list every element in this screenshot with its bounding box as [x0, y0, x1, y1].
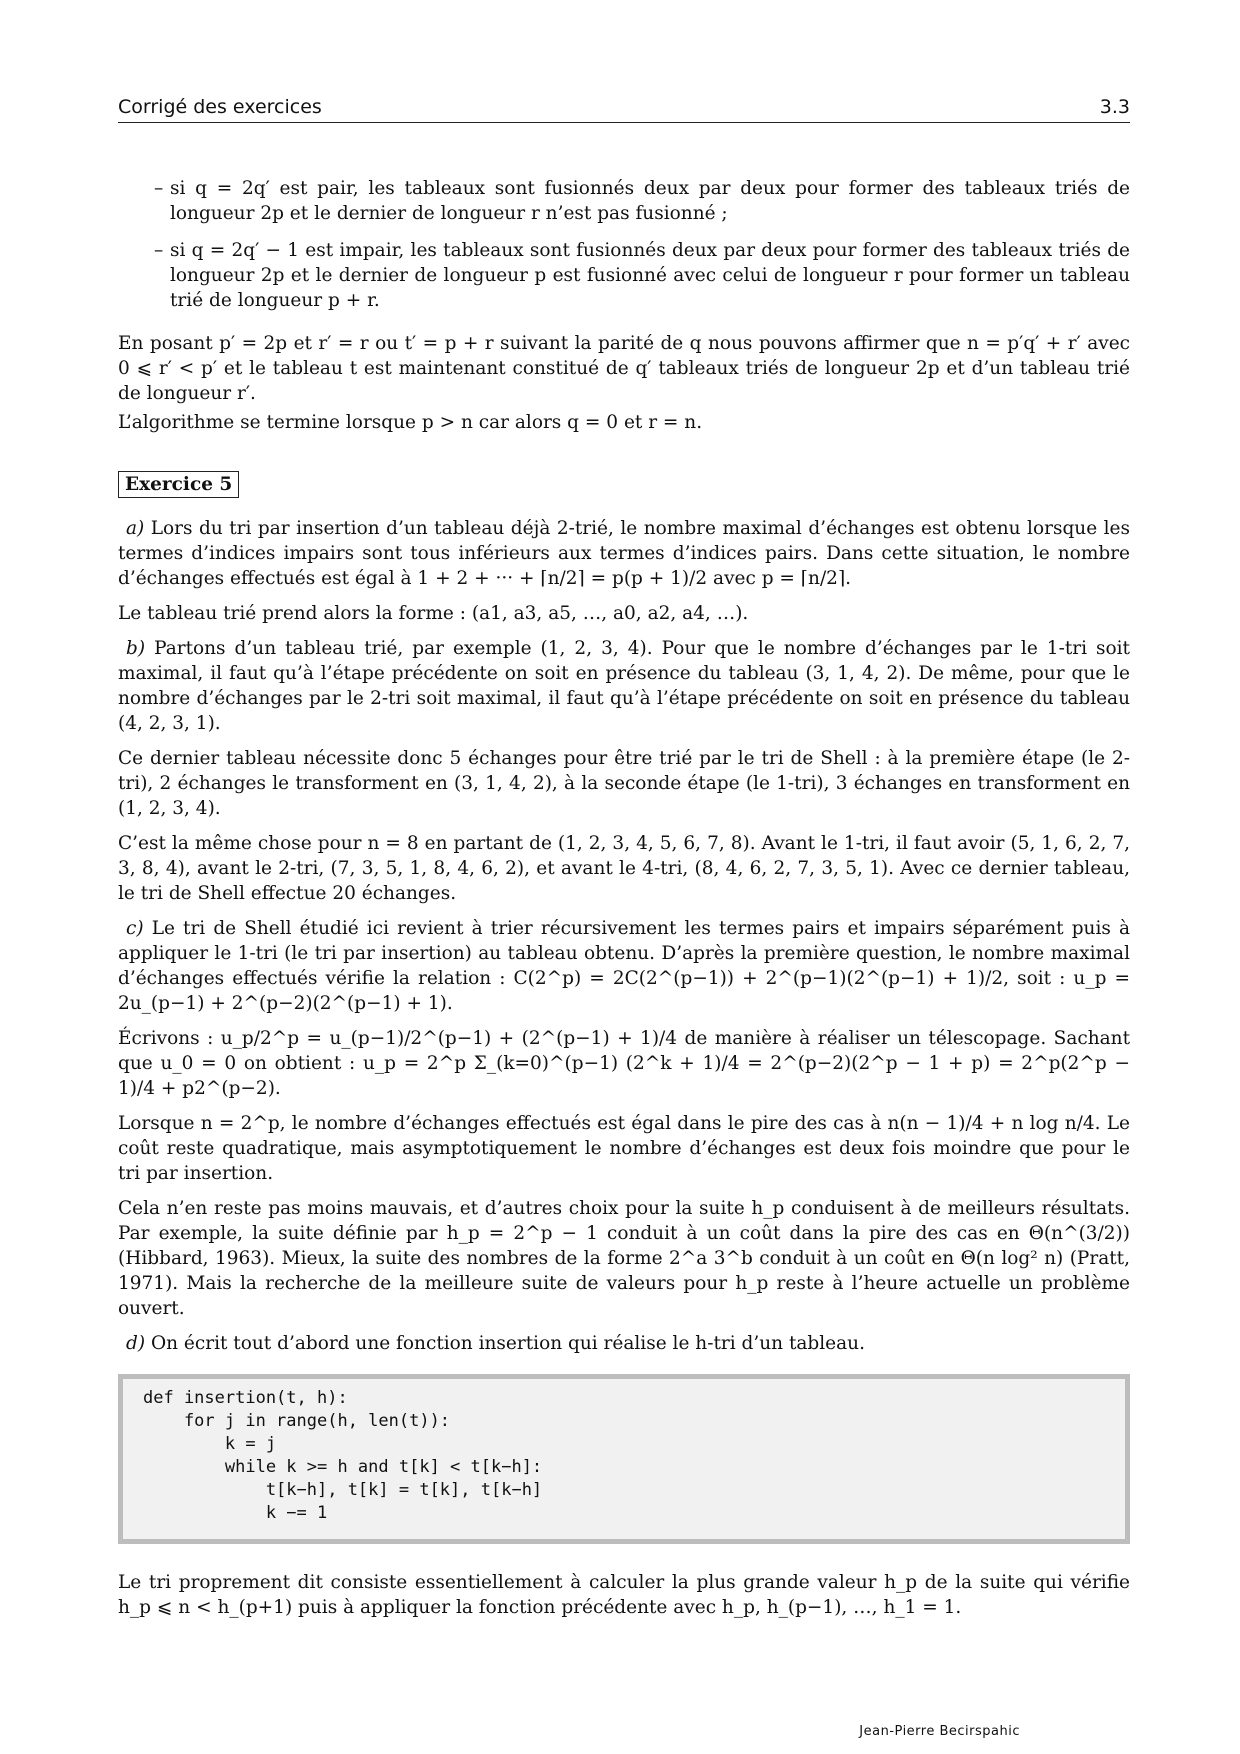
list-item-text: si q = 2q′ − 1 est impair, les tableaux sont fusionnés deux par deux pour former des tableaux triés de longueur 2p et le dernier de longueur p est fusionné avec celui de longueur r pour former un tableau trié de longueur p + r. — [170, 240, 1130, 311]
paragraph: En posant p′ = 2p et r′ = r ou t′ = p + r suivant la parité de q nous pouvons affirmer que n = p′q′ + r′ avec 0 ⩽ r′ < p′ et le tableau t est maintenant constitué de q′ tableaux triés de longueur 2p et d’un tableau trié de longueur r′. — [118, 333, 1130, 404]
code-block — [118, 1374, 1130, 1544]
page-header — [118, 96, 1130, 123]
question-label: d) — [126, 1333, 146, 1354]
paragraph: Le tri de Shell étudié ici revient à trier récursivement les termes pairs et impairs séparément puis à appliquer le 1-tri (le tri par insertion) au tableau obtenu. D’après la première question, le nombre maximal d’échanges effectués vérifie la relation : C(2^p) = 2C(2^(p−1)) + 2^(p−1)(2^(p−1) + 1)/2, soit : u_p = 2u_(p−1) + 2^(p−2)(2^(p−1) + 1). — [118, 918, 1130, 1014]
question-b — [118, 636, 1130, 736]
header-title: Corrigé des exercices — [118, 96, 322, 118]
paragraph: Lorsque n = 2^p, le nombre d’échanges effectués est égal dans le pire des cas à n(n − 1)/4 + n log n/4. Le coût reste quadratique, mais asymptotiquement le nombre d’échanges est deux fois moindre que pour le tri par insertion. — [118, 1113, 1130, 1184]
question-label: c) — [126, 918, 144, 939]
question-d — [118, 1331, 1130, 1356]
paragraph: Le tableau trié prend alors la forme : (a1, a3, a5, …, a0, a2, a4, …). — [118, 603, 749, 624]
paragraph: On écrit tout d’abord une fonction insertion qui réalise le h-tri d’un tableau. — [150, 1333, 865, 1354]
list-item: – si q = 2q′ est pair, les tableaux sont fusionnés deux par deux pour former des tableaux triés de longueur 2p et le dernier de longueur r n’est pas fusionné ; — [154, 178, 1130, 224]
list-item: – si q = 2q′ − 1 est impair, les tableaux sont fusionnés deux par deux pour former des tableaux triés de longueur 2p et le dernier de longueur p est fusionné avec celui de longueur r pour former un tableau trié de longueur p + r. — [154, 240, 1130, 311]
question-label: b) — [126, 638, 146, 659]
paragraph: Ce dernier tableau nécessite donc 5 échanges pour être trié par le tri de Shell : à la première étape (le 2-tri), 2 échanges le transforment en (3, 1, 4, 2), à la seconde étape (le 1-tri), 3 échanges en transforment en (1, 2, 3, 4). — [118, 748, 1130, 819]
paragraph: Cela n’en reste pas moins mauvais, et d’autres choix pour la suite h_p conduisent à de meilleurs résultats. Par exemple, la suite définie par h_p = 2^p − 1 conduit à un coût dans la pire des cas en Θ(n^(3/2)) (Hibbard, 1963). Mieux, la suite des nombres de la forme 2^a 3^b conduit à un coût en Θ(n log² n) (Pratt, 1971). Mais la recherche de la meilleure suite de valeurs pour h_p reste à l’heure actuelle un problème ouvert. — [118, 1198, 1130, 1319]
question-c — [118, 916, 1130, 1016]
paragraph: L’algorithme se termine lorsque p > n car alors q = 0 et r = n. — [118, 412, 703, 433]
paragraph: Le tri proprement dit consiste essentiellement à calculer la plus grande valeur h_p de la suite qui vérifie h_p ⩽ n < h_(p+1) puis à appliquer la fonction précédente avec h_p, h_(p−1), …, h_1 = 1. — [118, 1572, 1130, 1618]
code-listing: def insertion(t, h): for j in range(h, len(t)): k = j while k >= h and t[k] < t[k−h]: t[k−h], t[k] = t[k], t[k−h] k −= 1 — [143, 1388, 543, 1523]
question-a — [118, 516, 1130, 591]
list-item-text: si q = 2q′ est pair, les tableaux sont fusionnés deux par deux pour former des tableaux triés de longueur 2p et le dernier de longueur r n’est pas fusionné ; — [170, 178, 1130, 224]
page-footer-author: Jean-Pierre Becirspahic — [859, 1724, 1020, 1739]
paragraph: Écrivons : u_p/2^p = u_(p−1)/2^(p−1) + (2^(p−1) + 1)/4 de manière à réaliser un télescopage. Sachant que u_0 = 0 on obtient : u_p = 2^p Σ_(k=0)^(p−1) (2^k + 1)/4 = 2^(p−2)(2^p − 1 + p) = 2^p(2^p − 1)/4 + p2^(p−2). — [118, 1028, 1130, 1099]
paragraph: Lors du tri par insertion d’un tableau déjà 2-trié, le nombre maximal d’échanges est obtenu lorsque les termes d’indices impairs sont tous inférieurs aux termes d’indices pairs. Dans cette situation, le nombre d’échanges effectués est égal à 1 + 2 + ··· + ⌈n/2⌉ = p(p + 1)/2 avec p = ⌈n/2⌉. — [118, 518, 1131, 589]
paragraph: C’est la même chose pour n = 8 en partant de (1, 2, 3, 4, 5, 6, 7, 8). Avant le 1-tri, il faut avoir (5, 1, 6, 2, 7, 3, 8, 4), avant le 2-tri, (7, 3, 5, 1, 8, 4, 6, 2), et avant le 4-tri, (8, 4, 6, 2, 7, 3, 5, 1). Avec ce dernier tableau, le tri de Shell effectue 20 échanges. — [118, 833, 1130, 904]
page-body — [118, 176, 1130, 1630]
header-section-number: 3.3 — [1099, 96, 1130, 118]
paragraph: Partons d’un tableau trié, par exemple (1, 2, 3, 4). Pour que le nombre d’échanges par le 1-tri soit maximal, il faut qu’à l’étape précédente on soit en présence du tableau (3, 1, 4, 2). De même, pour que le nombre d’échanges par le 2-tri soit maximal, il faut qu’à l’étape précédente on soit en présence du tableau (4, 2, 3, 1). — [118, 638, 1130, 734]
exercise-title: Exercice 5 — [118, 471, 239, 498]
question-label: a) — [126, 518, 145, 539]
